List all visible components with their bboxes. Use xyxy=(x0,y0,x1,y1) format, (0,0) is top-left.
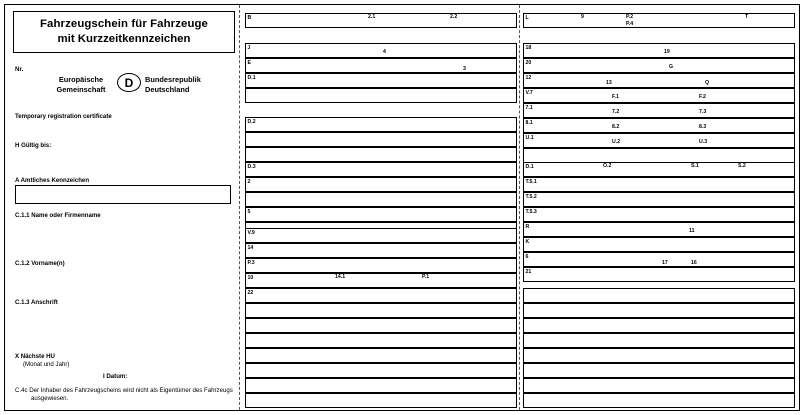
field-cell-21[interactable] xyxy=(523,267,795,282)
code-T: T xyxy=(745,14,749,20)
code-D2: D.2 xyxy=(247,118,256,125)
code-11: 11 xyxy=(689,228,695,234)
code-P1: P.1 xyxy=(422,274,430,280)
field-c4c-line2: ausgewiesen. xyxy=(31,395,69,402)
field-cell-2[interactable] xyxy=(245,177,517,192)
field-cell-blank-6[interactable] xyxy=(245,378,517,393)
field-cell-18[interactable] xyxy=(523,43,795,58)
code-S1: S.1 xyxy=(691,163,699,169)
field-cell-R[interactable] xyxy=(523,222,795,237)
field-c13-label: C.1.3 Anschrift xyxy=(15,299,58,306)
country-label-line2: Deutschland xyxy=(145,84,190,94)
code-D3: D.3 xyxy=(247,163,256,170)
code-P2: P.2 xyxy=(626,14,634,20)
field-cell-D2-line2[interactable] xyxy=(245,132,517,147)
code-L: L xyxy=(525,14,529,21)
code-4: 4 xyxy=(383,49,386,55)
code-F2: F.2 xyxy=(699,94,706,100)
field-cell-D2-line3[interactable] xyxy=(245,147,517,162)
field-cell-V7[interactable] xyxy=(523,88,795,103)
code-P3: P.3 xyxy=(247,259,255,266)
certificate-number-label: Nr. xyxy=(15,66,24,73)
field-grid xyxy=(5,5,801,410)
field-cell-blank-5[interactable] xyxy=(245,363,517,378)
field-cell-right-blank-3[interactable] xyxy=(523,318,795,333)
field-cell-right-blank-4[interactable] xyxy=(523,333,795,348)
code-G: G xyxy=(669,64,674,70)
field-cell-right-blank-2[interactable] xyxy=(523,303,795,318)
code-3: 3 xyxy=(463,66,466,72)
field-cell-blank-7[interactable] xyxy=(245,393,517,408)
field-x-hu-line2: (Monat und Jahr) xyxy=(23,361,70,368)
code-T53: T.5.3 xyxy=(525,208,537,215)
field-cell-E[interactable] xyxy=(245,58,517,73)
code-R: R xyxy=(525,223,530,230)
code-17: 17 xyxy=(662,260,668,266)
code-J: J xyxy=(247,44,251,51)
form-title-line2: mit Kurzzeitkennzeichen xyxy=(57,32,191,45)
field-cell-22[interactable] xyxy=(245,288,517,303)
code-2-2: 2.2 xyxy=(450,14,458,20)
code-7-2: 7.2 xyxy=(612,109,620,115)
code-7-3: 7.3 xyxy=(699,109,707,115)
field-cell-8-1[interactable] xyxy=(523,118,795,133)
code-V7: V.7 xyxy=(525,89,533,96)
eu-label-line1: Europäische xyxy=(58,75,104,84)
code-7-1: 7.1 xyxy=(525,104,533,111)
field-cell-blank-4[interactable] xyxy=(245,348,517,363)
field-cell-T53[interactable] xyxy=(523,207,795,222)
field-c4c-line1: C.4c Der Inhaber des Fahrzeugscheins wird nicht als Eigentümer des Fahrzeugs xyxy=(15,387,233,394)
code-V9: V.9 xyxy=(247,229,255,236)
field-cell-14[interactable] xyxy=(245,243,517,258)
field-cell-7-1[interactable] xyxy=(523,103,795,118)
country-label-line1: Bundesrepublik xyxy=(145,75,201,84)
code-6: 6 xyxy=(525,253,529,260)
field-h-valid-until: H Gültig bis: xyxy=(15,142,52,149)
field-cell-blank-2[interactable] xyxy=(245,318,517,333)
code-D1: D.1 xyxy=(247,74,256,81)
form-title-line1: Fahrzeugschein für Fahrzeuge xyxy=(40,18,208,30)
code-P4: P.4 xyxy=(626,21,634,27)
code-8-2: 8.2 xyxy=(612,124,620,130)
field-cell-L[interactable] xyxy=(523,13,795,28)
field-cell-V9[interactable] xyxy=(245,228,517,243)
field-cell-right-blank-6[interactable] xyxy=(523,363,795,378)
field-cell-blank-3[interactable] xyxy=(245,333,517,348)
code-O2: O.2 xyxy=(603,163,612,169)
field-cell-D3[interactable] xyxy=(245,162,517,177)
field-a-plate-label: A Amtliches Kennzeichen xyxy=(15,177,90,184)
code-U2: U.2 xyxy=(612,139,621,145)
code-T52: T.5.2 xyxy=(525,193,537,200)
code-S2: S.2 xyxy=(738,163,746,169)
field-cell-12[interactable] xyxy=(523,73,795,88)
field-cell-D1-right[interactable] xyxy=(523,162,795,177)
field-cell-right-D1[interactable] xyxy=(523,148,795,163)
code-12: 12 xyxy=(525,74,532,81)
code-5: 5 xyxy=(247,208,251,215)
field-i-date: I Datum: xyxy=(103,373,128,380)
code-T51: T.5.1 xyxy=(525,178,537,185)
field-c11-label: C.1.1 Name oder Firmenname xyxy=(15,212,101,219)
code-9: 9 xyxy=(581,14,584,20)
code-8-1: 8.1 xyxy=(525,119,533,126)
eu-label-line2: Gemeinschaft xyxy=(56,84,106,94)
field-cell-right-blank-5[interactable] xyxy=(523,348,795,363)
field-cell-5[interactable] xyxy=(245,207,517,222)
vehicle-registration-form xyxy=(4,4,800,411)
code-U3: U.3 xyxy=(699,139,708,145)
field-cell-20[interactable] xyxy=(523,58,795,73)
field-cell-J[interactable] xyxy=(245,43,517,58)
code-18: 18 xyxy=(525,44,532,51)
code-E: E xyxy=(247,59,251,66)
field-x-hu-line1: X Nächste HU xyxy=(15,353,55,360)
field-cell-T52[interactable] xyxy=(523,192,795,207)
field-cell-K[interactable] xyxy=(523,237,795,252)
code-2: 2 xyxy=(247,178,251,185)
field-c12-label: C.1.2 Vorname(n) xyxy=(15,260,65,267)
code-14-1: 14.1 xyxy=(335,274,346,280)
code-2-1: 2.1 xyxy=(368,14,376,20)
code-F1: F.1 xyxy=(612,94,619,100)
code-Q: Q xyxy=(705,80,710,86)
field-cell-B[interactable] xyxy=(245,13,517,28)
country-code-oval: D xyxy=(117,73,141,92)
code-20: 20 xyxy=(525,59,532,66)
code-19: 19 xyxy=(664,49,670,55)
field-cell-P3[interactable] xyxy=(245,258,517,273)
field-cell-D1-line2[interactable] xyxy=(245,88,517,103)
code-13: 13 xyxy=(606,80,612,86)
field-cell-T51[interactable] xyxy=(523,177,795,192)
code-21: 21 xyxy=(525,268,532,275)
field-cell-blank-1[interactable] xyxy=(245,303,517,318)
field-cell-U1[interactable] xyxy=(523,133,795,148)
code-10: 10 xyxy=(247,274,254,281)
field-cell-right-blank-1[interactable] xyxy=(523,288,795,303)
field-cell-D1[interactable] xyxy=(245,73,517,88)
code-22: 22 xyxy=(247,289,254,296)
code-14: 14 xyxy=(247,244,254,251)
code-B: B xyxy=(247,14,252,21)
field-cell-D2[interactable] xyxy=(245,117,517,132)
field-cell-right-blank-7[interactable] xyxy=(523,378,795,393)
subtitle-english: Temporary registration certificate xyxy=(15,113,112,120)
field-cell-6[interactable] xyxy=(523,252,795,267)
code-U1: U.1 xyxy=(525,134,534,141)
code-16: 16 xyxy=(691,260,697,266)
code-8-3: 8.3 xyxy=(699,124,707,130)
field-cell-2-line2[interactable] xyxy=(245,192,517,207)
field-cell-right-blank-8[interactable] xyxy=(523,393,795,408)
code-D1-right: D.1 xyxy=(525,163,534,170)
code-K: K xyxy=(525,238,530,245)
field-cell-10[interactable] xyxy=(245,273,517,288)
